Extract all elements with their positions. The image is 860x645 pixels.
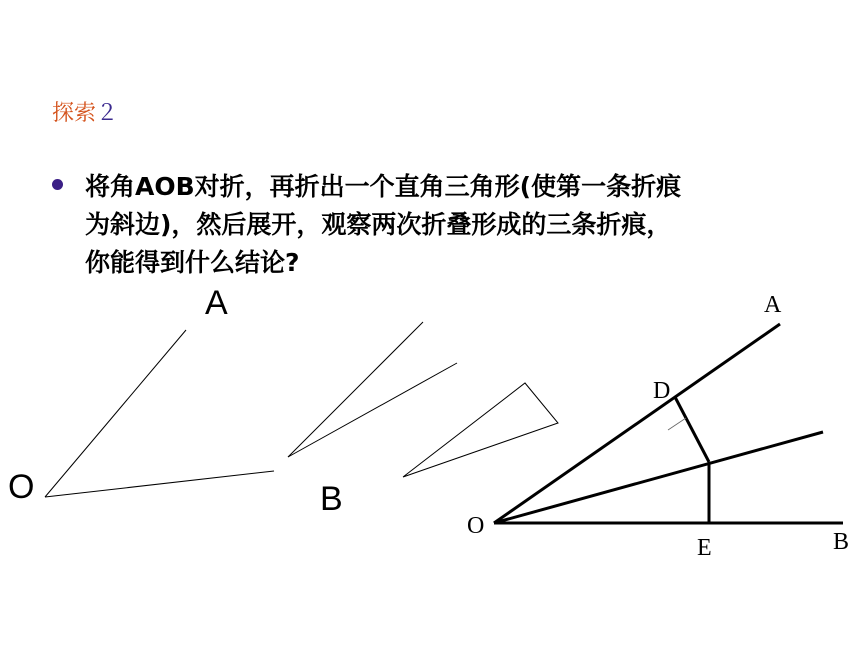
- triangle-outline: [403, 383, 558, 477]
- fold-edge-2: [288, 363, 457, 457]
- label-o: O: [8, 468, 35, 506]
- label-o-right: O: [467, 513, 485, 539]
- crease-figure: [467, 292, 849, 561]
- ray-oa: [45, 330, 186, 497]
- ray-ob: [45, 471, 274, 497]
- bisector-crease: [494, 432, 823, 523]
- label-d: D: [653, 378, 671, 404]
- heading-number: ２: [96, 101, 119, 126]
- heading-text: 探索: [52, 101, 97, 126]
- bullet-line-1: 将角AOB对折，再折出一个直角三角形(使第一条折痕: [85, 172, 682, 201]
- ray-oa-bold: [494, 324, 780, 523]
- bullet-line-2: 为斜边)，然后展开，观察两次折叠形成的三条折痕，: [85, 210, 672, 239]
- angle-aob-figure: [8, 284, 343, 518]
- faint-mark: [668, 418, 686, 430]
- folded-angle-figure: [288, 322, 457, 457]
- crease-de-upper: [675, 397, 709, 462]
- folded-triangle-figure: [403, 383, 558, 477]
- label-b-right: B: [833, 529, 850, 555]
- label-e: E: [697, 535, 712, 561]
- label-a: A: [205, 284, 228, 322]
- label-a-right: A: [764, 292, 782, 318]
- label-b: B: [320, 480, 343, 518]
- bullet-line-3: 你能得到什么结论?: [85, 248, 300, 277]
- fold-edge-1: [288, 322, 423, 457]
